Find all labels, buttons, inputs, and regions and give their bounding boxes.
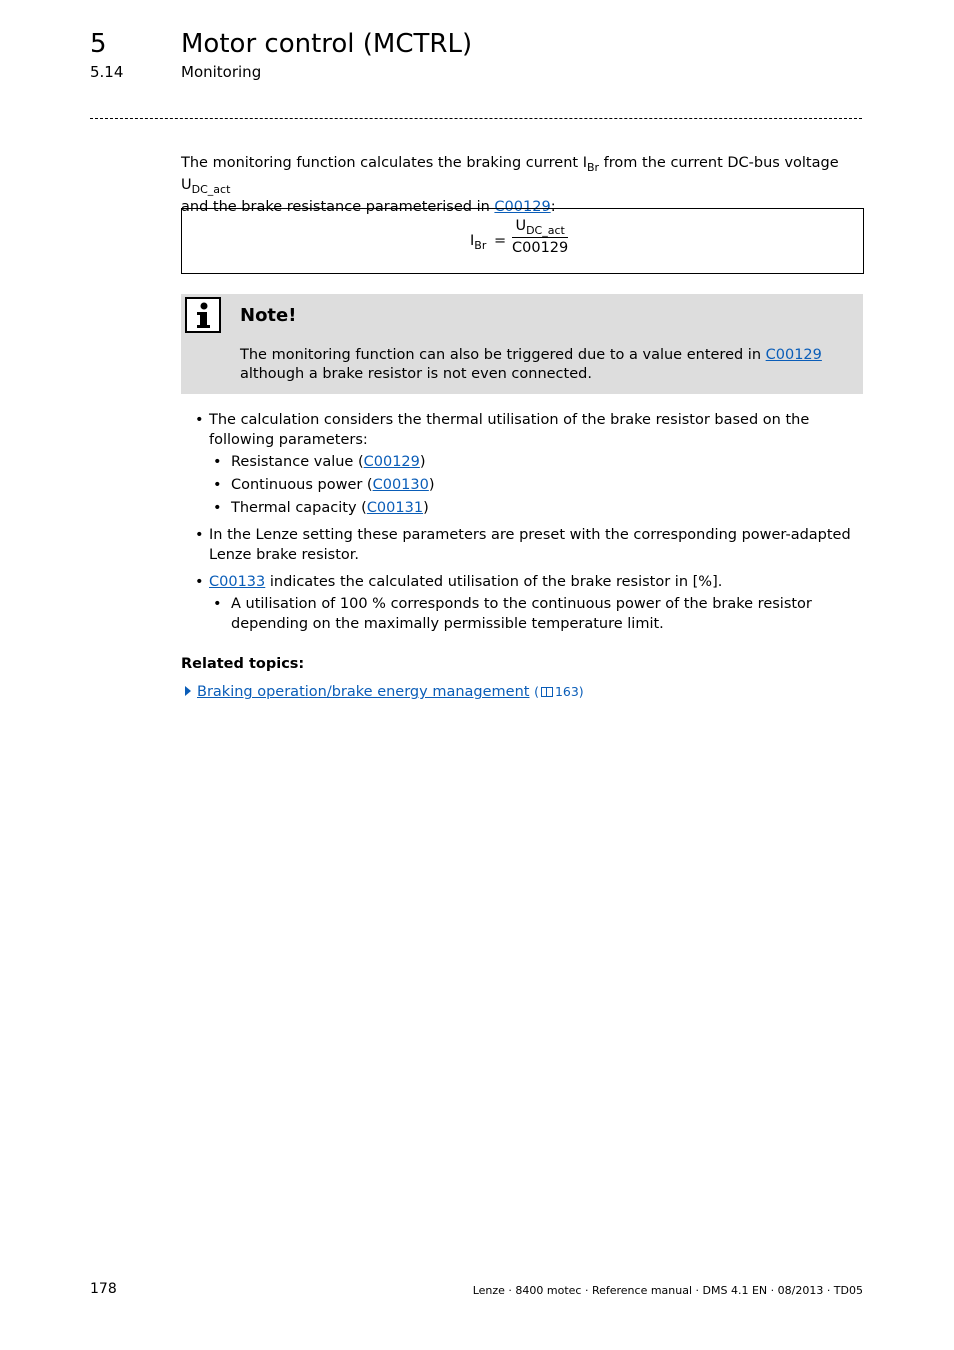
note-box [181,294,863,394]
section-number: 5.14 [90,63,124,81]
bullet-list [195,410,865,634]
note-title: Note! [240,305,297,326]
list-item: • C00133 indicates the calculated utilisation of the brake resistor in [%]. [195,572,865,592]
book-icon [541,687,553,697]
list-item: • A utilisation of 100 % corresponds to the continuous power of the brake resistor depending on the maximally permissible temperature limit. [213,594,865,634]
formula-fraction [512,217,568,258]
list-item: • Continuous power (C00130) [213,475,865,495]
formula-denominator: C00129 [512,240,569,256]
link-c00131[interactable]: C00131 [366,500,424,516]
header-divider [90,118,862,119]
chapter-title: Motor control (MCTRL) [181,29,473,59]
list-item: • Resistance value (C00129) [213,452,865,472]
formula-lhs: $I_{Br}$ [470,233,487,252]
related-topic-link[interactable]: Braking operation/brake energy management [197,684,530,700]
list-item: • The calculation considers the thermal utilisation of the brake resistor based on the following parameters: [195,410,865,450]
info-icon [185,297,221,333]
intro-text-3: and the brake resistance parameterised in [181,199,495,215]
arrow-right-icon [185,686,191,696]
intro-sub-dcact: DC_act [191,183,231,196]
link-c00129[interactable]: C00129 [494,199,551,215]
list-item: • In the Lenze setting these parameters are preset with the corresponding power-adapted Lenze brake resistor. [195,525,865,565]
footer-text: Lenze · 8400 motec · Reference manual · DMS 4.1 EN · 08/2013 · TD05 [472,1284,863,1297]
note-text: The monitoring function can also be triggered due to a value entered in C00129 although a brake resistor is not even connected. [240,347,822,382]
chapter-number: 5 [90,29,107,59]
intro-text-4: : [550,199,556,215]
formula-equals: = [494,233,507,249]
section-title: Monitoring [181,63,262,81]
link-c00133[interactable]: C00133 [209,574,266,590]
link-c00130[interactable]: C00130 [372,477,429,493]
formula-numerator: $U_{DC\_act}$ [512,217,568,238]
note-link-c00129[interactable]: C00129 [765,347,822,363]
related-topics-heading: Related topics: [181,656,305,672]
related-topic[interactable] [185,682,584,702]
page-number: 178 [90,1281,117,1297]
link-c00129-sub[interactable]: C00129 [363,454,420,470]
intro-sub-br: Br [587,161,600,174]
intro-text-2: from the current DC-bus voltage U [181,155,839,193]
formula-box [181,208,864,274]
list-item: • Thermal capacity (C00131) [213,498,865,518]
intro-text-1: The monitoring function calculates the braking current I [181,155,587,171]
page-reference[interactable]: ( 163) [534,684,584,699]
